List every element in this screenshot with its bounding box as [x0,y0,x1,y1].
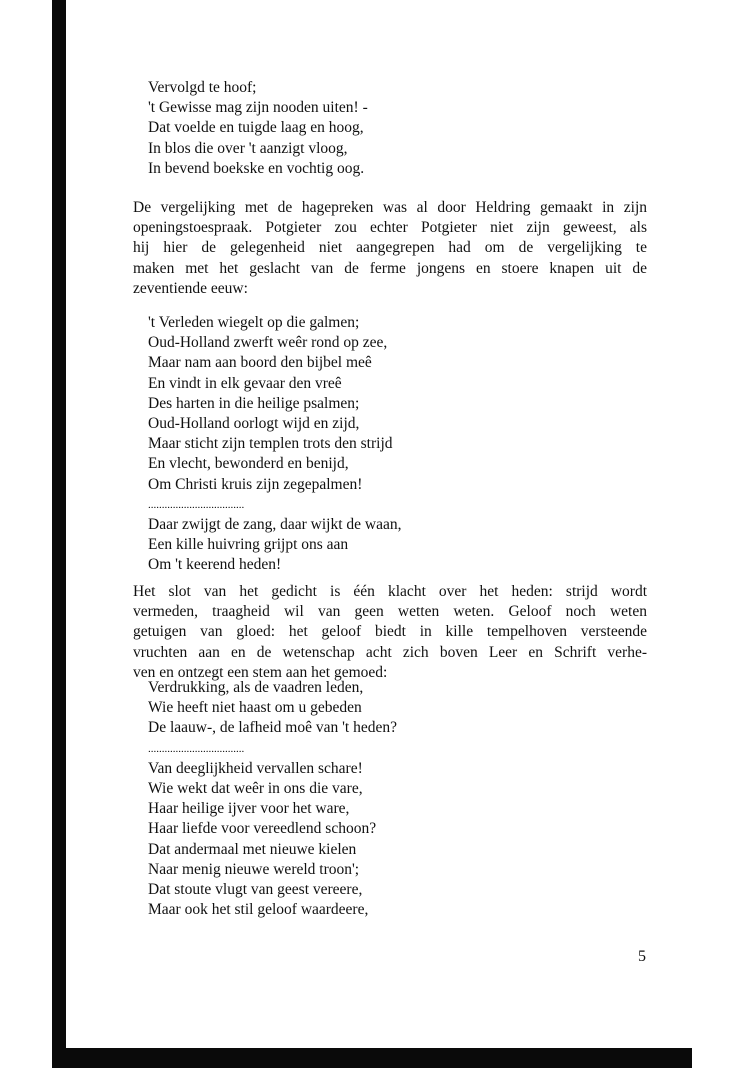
paragraph-1 [133,198,647,299]
verse-line: In bevend boekske en vochtig oog. [148,159,365,177]
paragraph-line: vruchten aan en de wetenschap acht zich boven Leer en Schrift verhe- [133,643,647,661]
paragraph-line: getuigen van gloed: het geloof biedt in kille tempelhoven versteende [133,623,647,641]
verse-line: Dat andermaal met nieuwe kielen [148,840,357,858]
paragraph-line: hij hier de gelegenheid niet aangegrepen had om de vergelijking te [133,239,647,257]
verse-line: Om Christi kruis zijn zegepalmen! [148,475,363,493]
verse-line: Verdrukking, als de vaadren leden, [148,679,364,696]
verse-line: In blos die over 't aanzigt vloog, [148,139,348,157]
paragraph-line: maken met het geslacht van de ferme jongens en stoere knapen uit de [133,259,647,277]
verse-line: Oud-Holland zwerft weêr rond op zee, [148,334,388,352]
verse-line: Daar zwijgt de zang, daar wijkt de waan, [148,516,402,534]
verse-line: 't Gewisse mag zijn nooden uiten! - [148,99,368,117]
page-number: 5 [638,948,646,965]
verse-line: Maar sticht zijn templen trots den strijd [148,435,393,453]
verse-line: Des harten in die heilige psalmen; [148,394,360,412]
ellipsis-dots: ................................... [148,742,245,755]
verse-line: Maar nam aan boord den bijbel meê [148,354,372,372]
poem-stanza-1 [148,78,368,179]
poem-stanza-2 [148,313,402,576]
verse-line: Naar menig nieuwe wereld troon'; [148,860,360,878]
paragraph-line: ven en ontzegt een stem aan het gemoed: [133,663,388,681]
paragraph-2 [133,582,647,683]
verse-line: Van deeglijkheid vervallen schare! [148,759,363,777]
paragraph-line: openingstoespraak. Potgieter zou echter Potgieter niet zijn geweest, als [133,219,647,237]
verse-line: Om 't keerend heden! [148,556,282,574]
verse-line: Haar liefde voor vereedlend schoon? [148,820,377,838]
paragraph-line: vermeden, traagheid wil van geen wetten weten. Geloof noch weten [133,603,647,621]
paragraph-line: Het slot van het gedicht is één klacht over het heden: strijd wordt [133,583,647,600]
ellipsis-dots: ................................... [148,498,245,511]
poem-stanza-3 [148,678,397,920]
verse-line: Wie wekt dat weêr in ons die vare, [148,780,363,798]
verse-line: Een kille huivring grijpt ons aan [148,536,349,554]
verse-line: De laauw-, de lafheid moê van 't heden? [148,719,397,737]
verse-line: 't Verleden wiegelt op die galmen; [148,314,360,331]
paragraph-line: zeventiende eeuw: [133,279,248,297]
verse-line: Maar ook het stil geloof waardeere, [148,901,369,919]
verse-line: Dat voelde en tuigde laag en hoog, [148,119,364,137]
paragraph-line: De vergelijking met de hagepreken was al door Heldring gemaakt in zijn [133,199,647,216]
verse-line: En vindt in elk gevaar den vreê [148,374,342,392]
verse-line: En vlecht, bewonderd en benijd, [148,455,349,473]
verse-line: Dat stoute vlugt van geest vereere, [148,881,363,899]
verse-line: Haar heilige ijver voor het ware, [148,800,350,818]
verse-line: Vervolgd te hoof; [148,79,257,96]
verse-line: Oud-Holland oorlogt wijd en zijd, [148,415,360,433]
verse-line: Wie heeft niet haast om u gebeden [148,699,362,717]
